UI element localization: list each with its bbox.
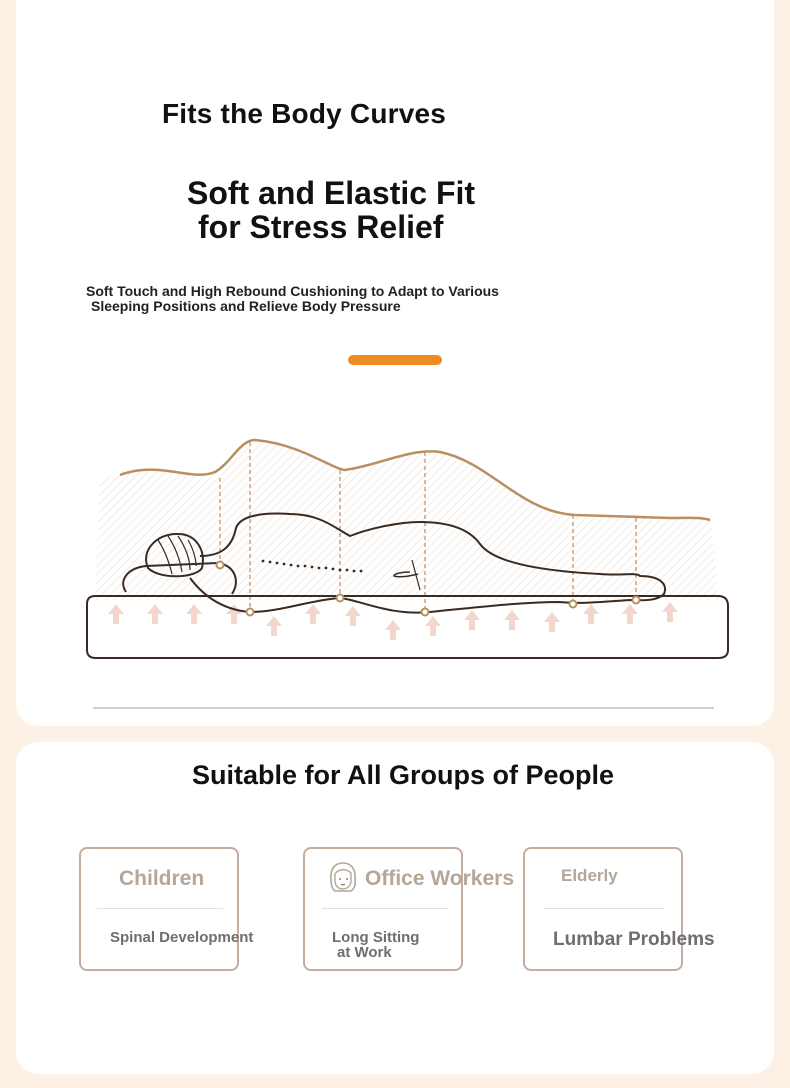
group-title-children: Children: [119, 867, 205, 890]
subtitle-line-1: Soft Touch and High Rebound Cushioning to Adapt to Various: [86, 283, 499, 299]
group-divider: [543, 908, 665, 909]
support-arrows: [108, 602, 678, 640]
group-desc-office-workers-line-1: Long Sitting: [332, 929, 420, 946]
group-card-children: [79, 847, 239, 971]
mattress: [87, 596, 728, 658]
group-desc-children: [110, 930, 253, 945]
group-desc-office-workers: [332, 930, 419, 960]
section-divider: [93, 707, 714, 709]
group-divider: [322, 908, 448, 909]
group-title-elderly: Elderly: [561, 866, 618, 885]
group-title-office-workers: Office Workers: [365, 867, 514, 890]
group-desc-office-workers-line-2: at Work: [337, 944, 392, 961]
woman-face-icon: [326, 860, 360, 894]
main-title-line-1: Soft and Elastic Fit: [187, 175, 476, 211]
accent-bar: [348, 355, 442, 365]
group-desc-children-line-1: Spinal Development: [110, 929, 254, 946]
sleeping-person-on-mattress-icon: [80, 425, 740, 675]
main-title: [187, 176, 475, 244]
group-desc-elderly-line-1: Lumbar Problems: [553, 929, 715, 950]
group-divider: [97, 908, 223, 909]
subtitle-line-2: Sleeping Positions and Relieve Body Pressure: [91, 298, 401, 314]
groups-heading: Suitable for All Groups of People: [192, 760, 615, 790]
subtitle: [86, 284, 499, 314]
main-title-line-2: for Stress Relief: [198, 209, 444, 245]
group-desc-elderly: [553, 930, 715, 950]
section-heading: Fits the Body Curves: [162, 98, 447, 129]
